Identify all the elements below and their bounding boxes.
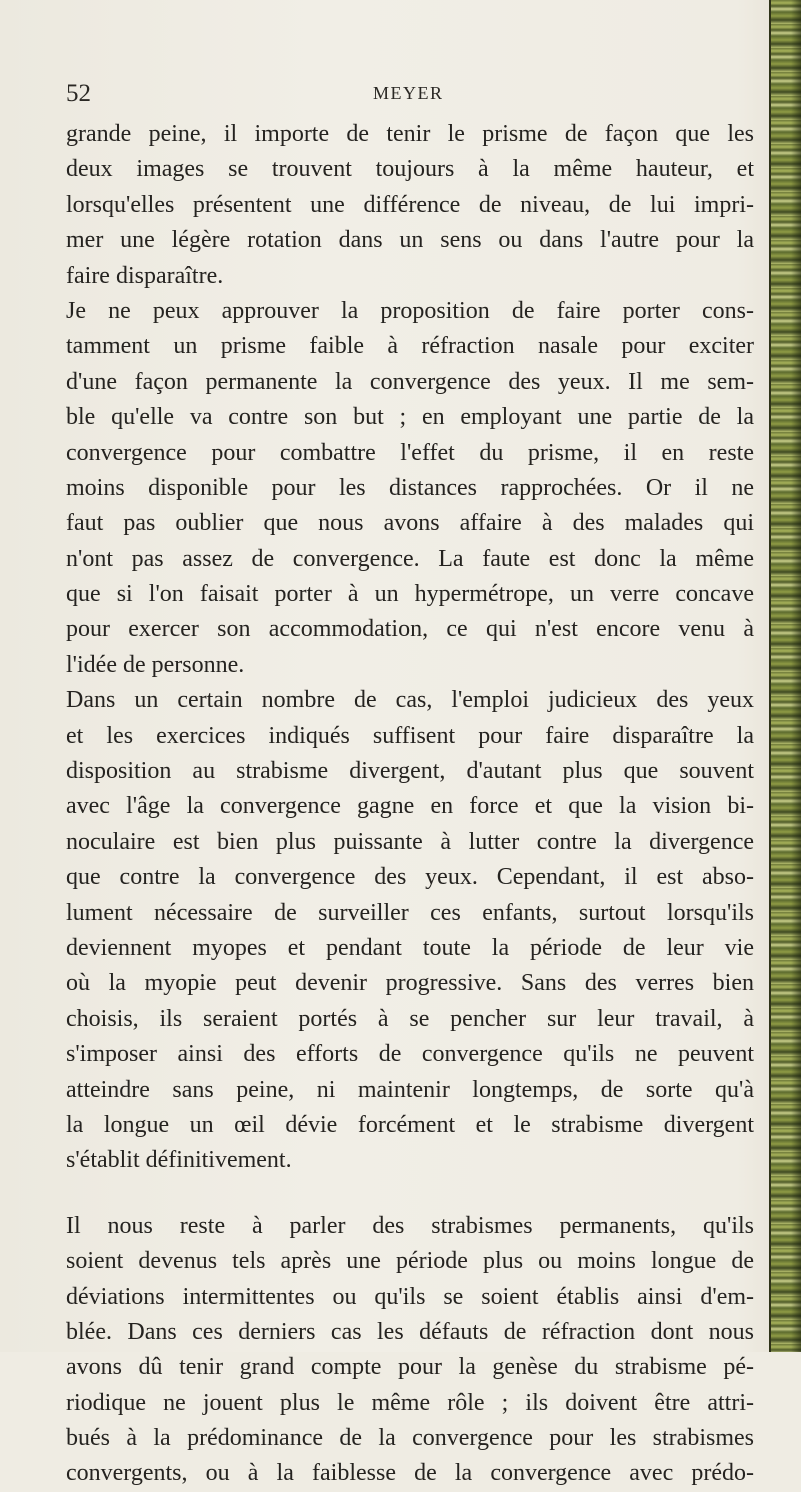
text-line: blée. Dans ces derniers cas les défauts de réfraction dont nous xyxy=(66,1318,754,1345)
text-line: soient devenus tels après une période plus ou moins longue de xyxy=(66,1248,754,1275)
text-line: avons dû tenir grand compte pour la genèse du strabisme pé- xyxy=(66,1354,754,1381)
text-line: d'une façon permanente la convergence des yeux. Il me sem- xyxy=(66,368,754,395)
text-line: atteindre sans peine, ni maintenir longtemps, de sorte qu'à xyxy=(66,1076,754,1103)
body-text xyxy=(66,117,754,1492)
text-line: lorsqu'elles présentent une différence de niveau, de lui impri- xyxy=(66,191,754,218)
text-line: et les exercices indiqués suffisent pour faire disparaître la xyxy=(66,722,754,749)
text-line: deviennent myopes et pendant toute la période de leur vie xyxy=(66,934,754,961)
text-line: déviations intermittentes ou qu'ils se soient établis ainsi d'em- xyxy=(66,1283,754,1310)
text-line: disposition au strabisme divergent, d'autant plus que souvent xyxy=(66,758,754,785)
text-line: pour exercer son accommodation, ce qui n'est encore venu à xyxy=(66,616,754,643)
text-line: convergents, ou à la faiblesse de la convergence avec prédo- xyxy=(66,1460,754,1487)
text-line: Dans un certain nombre de cas, l'emploi judicieux des yeux xyxy=(66,687,754,714)
text-line: bués à la prédominance de la convergence pour les strabismes xyxy=(66,1425,754,1452)
text-line: ble qu'elle va contre son but ; en employant une partie de la xyxy=(66,404,754,431)
text-line: moins disponible pour les distances rapprochées. Or il ne xyxy=(66,474,754,501)
text-line: s'établit définitivement. xyxy=(66,1147,292,1174)
text-line: choisis, ils seraient portés à se pencher sur leur travail, à xyxy=(66,1005,754,1032)
text-line: l'idée de personne. xyxy=(66,651,245,678)
text-line: que si l'on faisait porter à un hypermétrope, un verre concave xyxy=(66,581,754,608)
text-line: avec l'âge la convergence gagne en force et que la vision bi- xyxy=(66,793,754,820)
paragraph xyxy=(66,1209,754,1492)
text-line: grande peine, il importe de tenir le prisme de façon que les xyxy=(66,121,754,147)
text-line: noculaire est bien plus puissante à lutter contre la divergence xyxy=(66,828,754,855)
text-line: tamment un prisme faible à réfraction nasale pour exciter xyxy=(66,333,754,360)
text-line: s'imposer ainsi des efforts de convergence qu'ils ne peuvent xyxy=(66,1041,754,1068)
text-line: faut pas oublier que nous avons affaire à des malades qui xyxy=(66,510,754,537)
page-header xyxy=(66,80,756,110)
text-line: convergence pour combattre l'effet du prisme, il en reste xyxy=(66,439,754,466)
text-line: mer une légère rotation dans un sens ou dans l'autre pour la xyxy=(66,227,754,254)
text-line: où la myopie peut devenir progressive. Sans des verres bien xyxy=(66,970,754,997)
paragraph xyxy=(66,117,754,294)
adjacent-page-edge xyxy=(769,0,801,1352)
text-line: n'ont pas assez de convergence. La faute est donc la même xyxy=(66,545,754,572)
text-line: la longue un œil dévie forcément et le strabisme divergent xyxy=(66,1111,754,1138)
running-title: MEYER xyxy=(373,83,444,103)
page-number: 52 xyxy=(66,80,91,107)
paragraph xyxy=(66,294,754,683)
text-line: Je ne peux approuver la proposition de faire porter cons- xyxy=(66,297,754,324)
text-line: lument nécessaire de surveiller ces enfants, surtout lorsqu'ils xyxy=(66,899,754,926)
paragraph xyxy=(66,683,754,1178)
text-line: faire disparaître. xyxy=(66,262,224,289)
text-line: deux images se trouvent toujours à la même hauteur, et xyxy=(66,156,754,183)
paragraph-gap xyxy=(66,1179,754,1209)
text-line: Il nous reste à parler des strabismes permanents, qu'ils xyxy=(66,1212,754,1239)
text-line: riodique ne jouent plus le même rôle ; ils doivent être attri- xyxy=(66,1389,754,1416)
text-line: que contre la convergence des yeux. Cependant, il est abso- xyxy=(66,864,754,891)
